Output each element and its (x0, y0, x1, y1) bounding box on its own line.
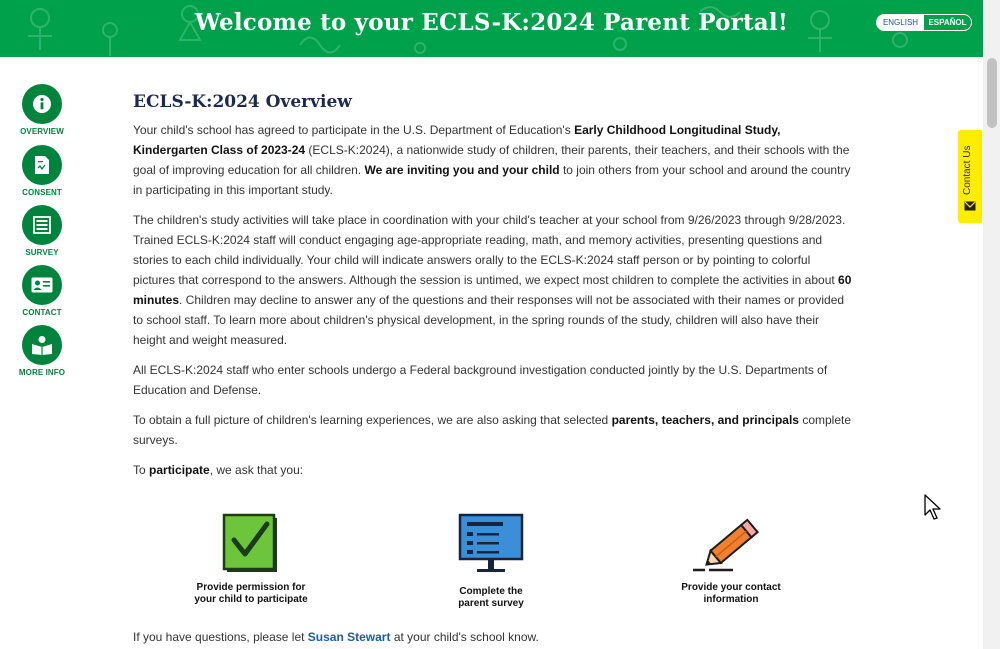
step-contact-info (631, 512, 831, 606)
step-permission (151, 512, 351, 606)
nav-label-consent: CONSENT (22, 188, 62, 197)
overview-paragraph-3: All ECLS-K:2024 staff who enter schools undergo a Federal background investigation conducted jointly by the U.S. Departments of Education and Defense. (133, 363, 828, 397)
pencil-icon (691, 512, 771, 576)
page-title: Welcome to your ECLS-K:2024 Parent Portal! (194, 9, 789, 36)
contact-us-tab[interactable] (958, 130, 982, 223)
language-toggle[interactable] (876, 14, 972, 31)
mail-icon (964, 201, 976, 211)
nav-item-more-info[interactable] (14, 325, 70, 377)
participation-steps (133, 512, 853, 617)
overview-title: ECLS-K:2024 Overview (133, 92, 352, 112)
computer-survey-icon (457, 512, 525, 576)
nav-label-survey: SURVEY (25, 248, 59, 257)
document-icon (33, 155, 51, 175)
questions-text: If you have questions, please let Susan Stewart at your child's school know. (133, 630, 539, 644)
nav-item-contact[interactable] (14, 265, 70, 317)
nav-label-contact: CONTACT (22, 308, 62, 317)
overview-section (133, 92, 853, 490)
scrollbar-thumb[interactable] (987, 58, 997, 128)
book-reader-icon (31, 335, 53, 355)
lang-spanish-option[interactable]: ESPAÑOL (928, 18, 967, 27)
step-contact-caption: Provide your contact information (681, 582, 781, 605)
step-survey (391, 512, 591, 610)
mouse-cursor-icon (924, 494, 944, 522)
header-banner (0, 0, 983, 57)
survey-icon (32, 215, 52, 235)
contact-us-label: Contact Us (962, 145, 973, 195)
nav-label-more-info: MORE INFO (18, 368, 66, 377)
nav-item-survey[interactable] (14, 205, 70, 257)
overview-paragraph-1: Your child's school has agreed to participate in the U.S. Department of Education's Early Childhood Longitudinal Study, Kindergarten Class of 2023-24 (ECLS-K:2024), a nationwide study of children, their parents, their teachers, and their schools with the goal of improving education for all children. We are inviting you and your child to join others from your school and around the country in participating in this important study. (133, 123, 851, 197)
nav-item-overview[interactable] (14, 84, 70, 136)
overview-paragraph-2: The children's study activities will take place in coordination with your child's teacher at your school from 9/26/2023 through 9/28/2023. Trained ECLS-K:2024 staff will conduct engaging age-appropriate reading, math, and memory activities, presenting questions and stories to each child individually. Your child will indicate answers orally to the ECLS-K:2024 staff person or by pointing to colorful pictures that correspond to the answers. Although the session is untimed, we expect most children to complete the activities in about 60 minutes. Children may decline to answer any of the questions and their responses will not be associated with their names or provided to school staff. To learn more about children's physical development, in the spring rounds of the study, children will also have their height and weight measured. (133, 213, 852, 347)
overview-paragraph-5: To participate, we ask that you: (133, 463, 304, 477)
contact-person-link[interactable]: Susan Stewart (307, 630, 391, 644)
contact-card-icon (31, 277, 53, 293)
page-scrollbar[interactable] (983, 0, 1000, 649)
nav-label-overview: OVERVIEW (20, 127, 64, 136)
nav-item-consent[interactable] (14, 145, 70, 197)
info-icon (32, 94, 52, 114)
lang-english-option[interactable]: ENGLISH (877, 15, 924, 30)
overview-paragraph-4: To obtain a full picture of children's learning experiences, we are also asking that selected parents, teachers, and principals complete surveys. (133, 413, 852, 447)
step-survey-caption: Complete the parent survey (458, 586, 524, 609)
checkbox-icon (221, 512, 281, 576)
step-permission-caption: Provide permission for your child to participate (194, 582, 308, 605)
